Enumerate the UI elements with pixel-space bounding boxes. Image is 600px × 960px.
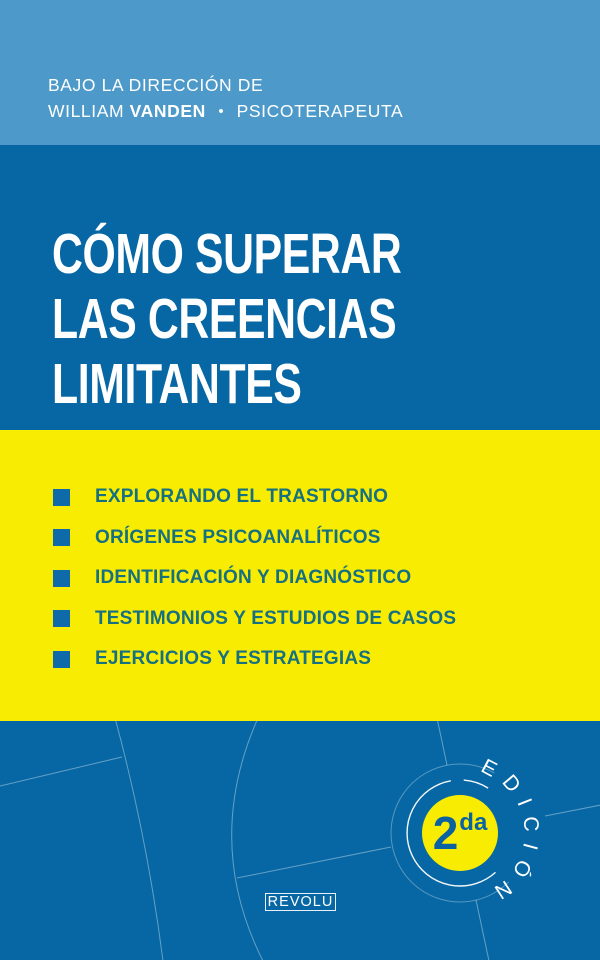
footer-band	[0, 721, 600, 960]
author-name-line	[48, 98, 403, 125]
decorative-line	[476, 900, 489, 960]
decorative-line	[0, 757, 122, 786]
list-item-label: TESTIMONIOS Y ESTUDIOS DE CASOS	[95, 607, 457, 629]
list-item-label: EJERCICIOS Y ESTRATEGIAS	[95, 648, 372, 670]
author-intro: BAJO LA DIRECCIÓN DE	[48, 75, 264, 95]
title-line-2: LAS CREENCIAS	[52, 287, 397, 351]
list-item-label: IDENTIFICACIÓN Y DIAGNÓSTICO	[95, 567, 412, 589]
title-line-3: LIMITANTES	[52, 352, 302, 416]
bullet-square-icon	[53, 570, 70, 587]
decorative-arc	[232, 721, 263, 960]
decorative-arcs	[0, 721, 600, 960]
list-item-label: ORÍGENES PSICOANALÍTICOS	[95, 526, 381, 548]
bullet-square-icon	[53, 651, 70, 668]
list-item	[0, 518, 600, 559]
decorative-line	[545, 805, 600, 816]
title-line-1: CÓMO SUPERAR	[52, 222, 402, 286]
separator-dot: •	[218, 103, 225, 120]
list-item-label: EXPLORANDO EL TRASTORNO	[95, 486, 389, 508]
publisher-name: REVOLU	[267, 893, 334, 910]
decorative-line	[437, 721, 447, 765]
features-band	[0, 430, 600, 721]
author-role: PSICOTERAPEUTA	[236, 101, 404, 121]
decorative-line	[237, 847, 391, 878]
publisher-logo	[265, 893, 336, 911]
bullet-square-icon	[53, 610, 70, 627]
bullet-square-icon	[53, 529, 70, 546]
edition-badge	[422, 795, 498, 871]
edition-number: 2	[432, 807, 459, 859]
edition-ordinal: da	[459, 809, 488, 836]
bullet-square-icon	[53, 489, 70, 506]
list-item	[0, 599, 600, 640]
header-band	[0, 0, 600, 145]
title-band	[0, 145, 600, 430]
author-first-name: WILLIAM	[48, 101, 125, 121]
author-block	[48, 72, 403, 125]
list-item	[0, 477, 600, 518]
author-last-name: VANDEN	[129, 101, 206, 121]
book-title	[0, 145, 600, 417]
badge-inner-ring-segment	[464, 780, 488, 788]
feature-list	[0, 430, 600, 680]
list-item	[0, 639, 600, 680]
decorative-arc	[115, 721, 163, 960]
list-item	[0, 558, 600, 599]
edition-arc-text: EDICIÓN	[477, 754, 544, 909]
